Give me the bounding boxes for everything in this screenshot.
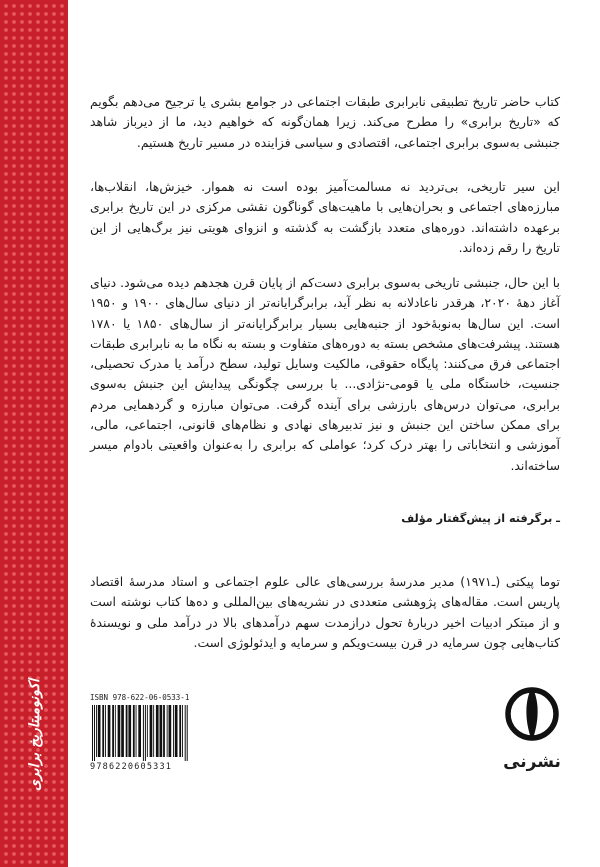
author-bio: توما پیکتی (ـ۱۹۷۱) مدیر مدرسهٔ بررسی‌های عالی علوم اجتماعی و استاد مدرسهٔ اقتصاد پاریس است. مقاله‌های پژوهشی متعددی در نشریه‌های بین‌المللی و ده‌ها کتاب نوشته است و از مبتکر ادبیات اخیر دربارهٔ تحول درازمدت سهم درآمدهای بالا در درآمد ملی و نویسندهٔ کتاب‌هایی چون سرمایه در قرن بیست‌ویکم و سرمایه و ایدئولوژی است. — [90, 574, 560, 650]
spine-title — [10, 640, 60, 830]
publisher-name: نشرنی — [503, 752, 561, 772]
blurb-paragraph-1: کتاب حاضر تاریخ تطبیقی نابرابری طبقات اجتماعی در جوامع بشری یا ترجیح می‌دهم بگویم که «تاریخ برابری» را مطرح می‌کند. زیرا همان‌گونه که خواهیم دید، ما از دیرباز شاهد جنبشی به‌سوی برابری اجتماعی، اقتصادی و سیاسی فزاینده در مسیر تاریخ هستیم. — [90, 94, 560, 150]
blurb-paragraph-3: با این حال، جنبشی تاریخی به‌سوی برابری دست‌کم از پایان قرن هجدهم دیده می‌شود. دنیای آغاز دههٔ ۲۰۲۰، هرقدر ناعادلانه به نظر آید، برابرگرایانه‌تر از دنیای سال‌های ۱۹۰۰ و ۱۹۵۰ است. این سال‌ها به‌نوبهٔ‌خود از جنبه‌هایی بسیار برابرگرایانه‌تر از سال‌های ۱۸۵۰ یا ۱۷۸۰ هستند. پیشرفت‌های مشخص بسته به دوره‌های متفاوت و بسته به نگاه ما به نابرابری طبقات اجتماعی فرق می‌کنند: پایگاه حقوقی، مالکیت وسایل تولید، سطح درآمد یا مدرک تحصیلی، جنسیت، خاستگاه ملی یا قومی-نژادی... با بررسی چگونگی پیدایش این جنبش به‌سوی برابری، می‌توان درس‌های بارزشی برای آینده گرفت. می‌توان مبارزه و گردهمایی مردم برای ممکن ساختن این جنبش و نیز تدبیرهای نهادی و نظام‌های قانونی، اجتماعی، مالی، آموزشی و انتخاباتی را بهتر درک کرد؛ عواملی که برابری را به‌عنوان واقعیتی بادوام میسر ساخته‌اند. — [90, 275, 560, 473]
isbn-label: ISBN 978-622-06-0533-1 — [90, 693, 190, 702]
spine-pattern — [0, 0, 68, 867]
blurb-attribution: ـ برگرفته از پیش‌گفتار مؤلف — [401, 512, 560, 525]
barcode-number: 9786220605331 — [90, 762, 173, 772]
publisher-reed-icon — [505, 683, 559, 749]
publisher-logo — [497, 683, 567, 783]
barcode-icon — [90, 705, 212, 761]
blurb-paragraph-2: این سیر تاریخی، بی‌تردید نه مسالمت‌آمیز بوده است نه هموار. خیزش‌ها، انقلاب‌ها، مبارزه‌های اجتماعی و بحران‌هایی با ماهیت‌های گوناگون نقشی مرکزی در این تاریخ برابری برعهده داشته‌اند. دوره‌های متعدد بازگشت به گذشته و انزوای هویتی نیز برگ‌هایی از این تاریخ را رقم زده‌اند. — [90, 179, 560, 255]
spine-title-text: اکونومیتاریخ برابری — [27, 679, 44, 791]
barcode-block — [90, 693, 212, 775]
